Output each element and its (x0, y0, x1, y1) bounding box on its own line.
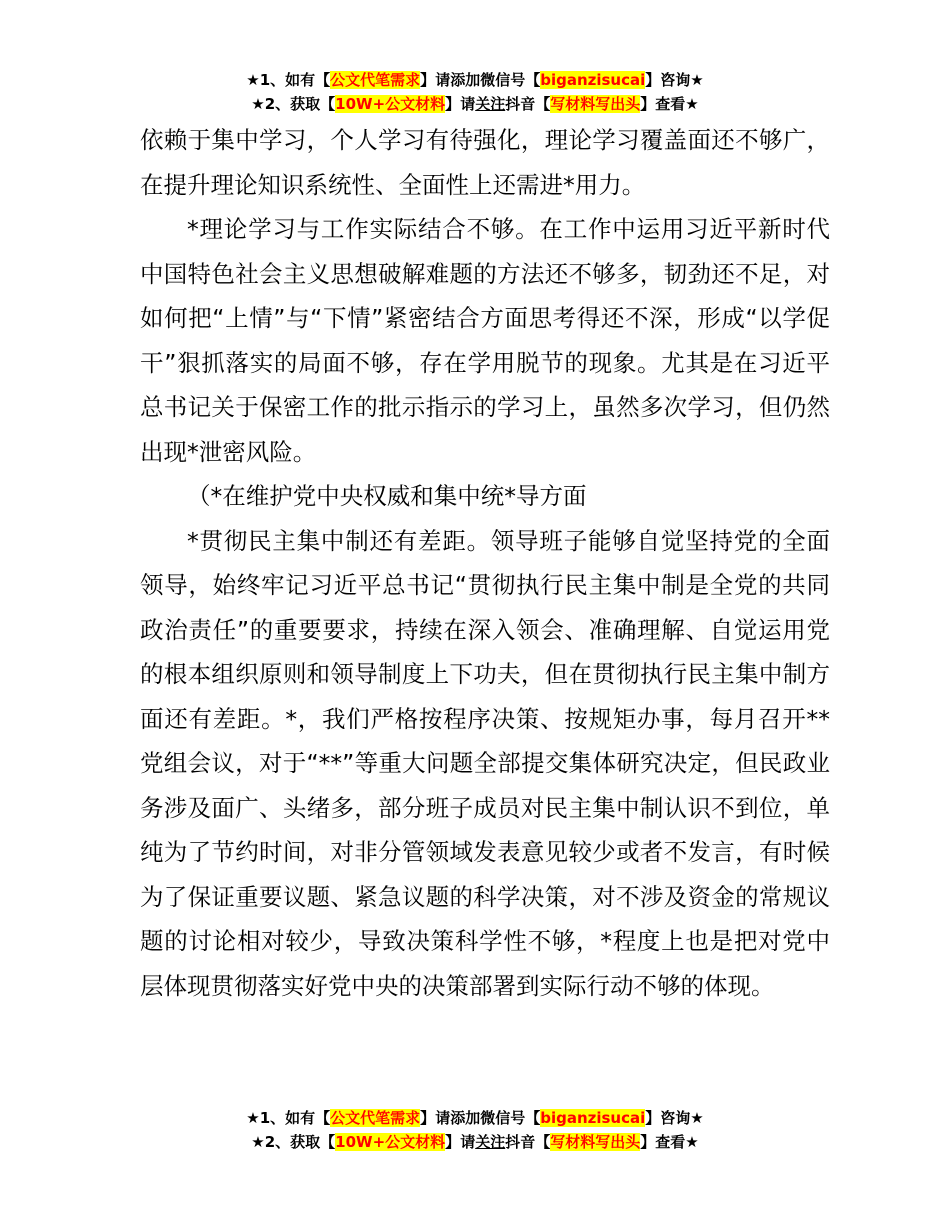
footer-highlight-wechat-id: biganzisucai (540, 1109, 646, 1127)
paragraph-2: *理论学习与工作实际结合不够。在工作中运用习近平新时代中国特色社会主义思想破解难题的方法还不够多，韧劲还不足，对如何把“上情”与“下情”紧密结合方面思考得还不深，形成“以学促干”狠抓落实的局面不够，存在学用脱节的现象。尤其是在习近平总书记关于保密工作的批示指示的学习上，虽然多次学习，但仍然出现*泄密风险。 (140, 215, 830, 466)
footer-line2-mid-a: 请 (460, 1133, 476, 1151)
footer-line1-suffix: 咨询★ (660, 1109, 704, 1127)
banner-line2-suffix: 查看★ (655, 95, 699, 113)
paragraph-1: 依赖于集中学习，个人学习有待强化，理论学习覆盖面还不够广，在提升理论知识系统性、全面性上还需进*用力。 (140, 126, 830, 199)
footer-line2-follow: 关注 (475, 1133, 506, 1151)
footer-line2-bracket-open-2: 【 (535, 1133, 551, 1151)
banner-highlight-douyin: 写材料写出头 (550, 95, 641, 113)
banner-line-1 (0, 68, 950, 92)
footer-line2-prefix: ★2、获取 (251, 1133, 321, 1151)
banner-line-2 (0, 92, 950, 116)
header-banner (0, 68, 950, 116)
footer-line-1 (0, 1106, 950, 1130)
footer-highlight-materials: 10W+公文材料 (335, 1133, 446, 1151)
footer-line1-bracket-close-2: 】 (645, 1109, 661, 1127)
footer-highlight-ghostwriting: 公文代笔需求 (330, 1109, 421, 1127)
document-body (140, 118, 830, 1008)
footer-line2-suffix: 查看★ (655, 1133, 699, 1151)
banner-line1-bracket-close-1: 】 (420, 71, 436, 89)
banner-line1-bracket-open-1: 【 (315, 71, 331, 89)
banner-highlight-ghostwriting: 公文代笔需求 (330, 71, 421, 89)
footer-line2-bracket-close-2: 】 (640, 1133, 656, 1151)
footer-line1-bracket-open-1: 【 (315, 1109, 331, 1127)
banner-line1-suffix: 咨询★ (660, 71, 704, 89)
banner-line1-mid: 请添加微信号 (435, 71, 526, 89)
section-heading: （*在维护党中央权威和集中统*导方面 (187, 482, 587, 510)
banner-line2-bracket-close-2: 】 (640, 95, 656, 113)
footer-line2-bracket-close-1: 】 (445, 1133, 461, 1151)
banner-highlight-materials: 10W+公文材料 (335, 95, 446, 113)
banner-highlight-wechat-id: biganzisucai (540, 71, 646, 89)
footer-line2-mid-b: 抖音 (505, 1133, 536, 1151)
banner-line2-mid-a: 请 (460, 95, 476, 113)
banner-line1-prefix: ★1、如有 (246, 71, 316, 89)
footer-line1-bracket-close-1: 】 (420, 1109, 436, 1127)
banner-line2-follow: 关注 (475, 95, 506, 113)
banner-line2-bracket-open-2: 【 (535, 95, 551, 113)
banner-line2-bracket-open-1: 【 (320, 95, 336, 113)
footer-line2-bracket-open-1: 【 (320, 1133, 336, 1151)
footer-banner (0, 1106, 950, 1154)
banner-line1-bracket-open-2: 【 (525, 71, 541, 89)
footer-line-2 (0, 1130, 950, 1154)
footer-line1-bracket-open-2: 【 (525, 1109, 541, 1127)
banner-line2-prefix: ★2、获取 (251, 95, 321, 113)
paragraph-3: *贯彻民主集中制还有差距。领导班子能够自觉坚持党的全面领导，始终牢记习近平总书记“贯彻执行民主集中制是全党的共同政治责任”的重要要求，持续在深入领会、准确理解、自觉运用党的根本组织原则和领导制度上下功夫，但在贯彻执行民主集中制方面还有差距。*，我们严格按程序决策、按规矩办事，每月召开**党组会议，对于“**”等重大问题全部提交集体研究决定，但民政业务涉及面广、头绪多，部分班子成员对民主集中制认识不到位，单纯为了节约时间，对非分管领域发表意见较少或者不发言，有时候为了保证重要议题、紧急议题的科学决策，对不涉及资金的常规议题的讨论相对较少，导致决策科学性不够，*程度上也是把对党中层体现贯彻落实好党中央的决策部署到实际行动不够的体现。 (140, 526, 830, 1000)
banner-line1-bracket-close-2: 】 (645, 71, 661, 89)
footer-line1-mid: 请添加微信号 (435, 1109, 526, 1127)
banner-line2-mid-b: 抖音 (505, 95, 536, 113)
footer-line1-prefix: ★1、如有 (246, 1109, 316, 1127)
banner-line2-bracket-close-1: 】 (445, 95, 461, 113)
footer-highlight-douyin: 写材料写出头 (550, 1133, 641, 1151)
